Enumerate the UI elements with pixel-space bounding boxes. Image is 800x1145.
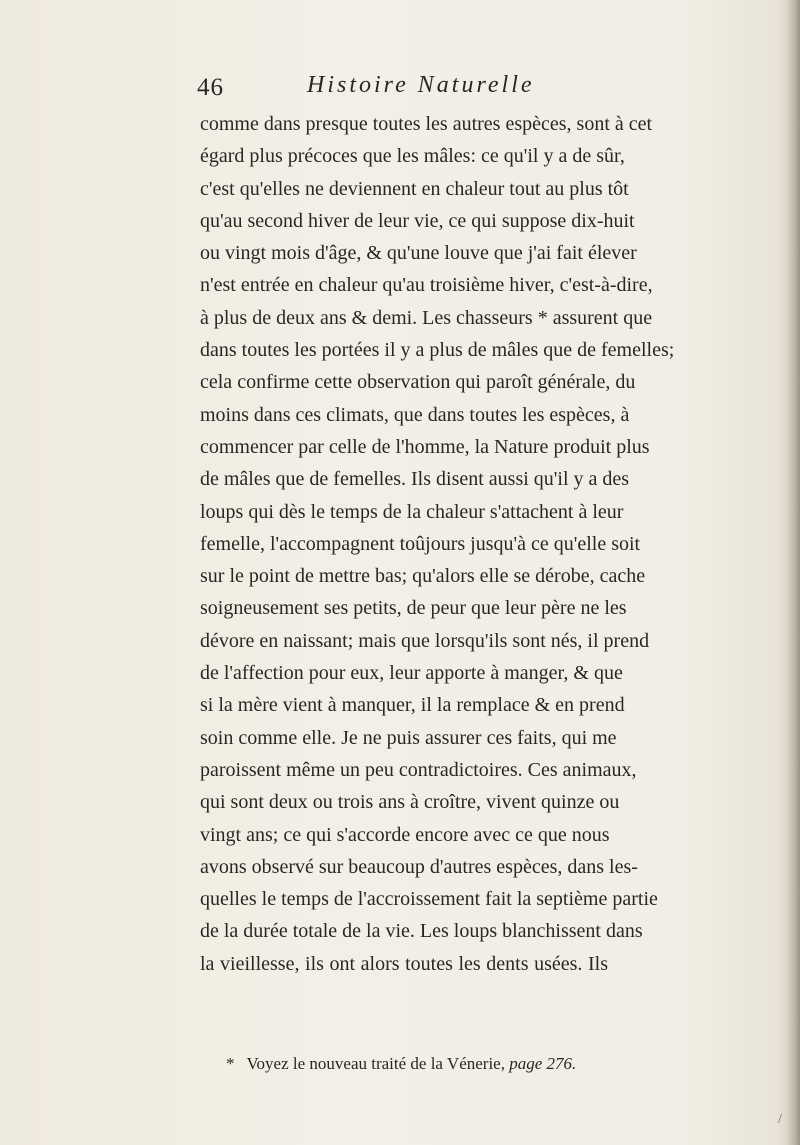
text-line: la vieillesse, ils ont alors toutes les dents usées. Ils [200, 952, 608, 975]
text-line: sur le point de mettre bas; qu'alors elle se dérobe, cache [200, 565, 646, 588]
text-line: de mâles que de femelles. Ils disent aussi qu'il y a des [200, 468, 630, 491]
text-line: moins dans ces climats, que dans toutes les espèces, à [200, 403, 630, 426]
text-line: comme dans presque toutes les autres espèces, sont à cet [200, 113, 653, 135]
text-line: commencer par celle de l'homme, la Nature produit plus [200, 435, 650, 458]
text-line: quelles le temps de l'accroissement fait la septième partie [200, 888, 658, 911]
text-line: cela confirme cette observation qui paroît générale, du [200, 371, 636, 394]
body-text [200, 108, 675, 980]
running-title: Histoire Naturelle [307, 72, 535, 98]
text-line: si la mère vient à manquer, il la remplace & en prend [200, 694, 625, 717]
text-line: avons observé sur beaucoup d'autres espèces, dans les- [200, 855, 638, 878]
text-line: femelle, l'accompagnent toûjours jusqu'à ce qu'elle soit [200, 532, 641, 555]
text-line: de l'affection pour eux, leur apporte à manger, & que [200, 662, 623, 685]
footnote-marker: * [226, 1054, 235, 1073]
text-line: c'est qu'elles ne deviennent en chaleur tout au plus tôt [200, 177, 629, 200]
text-line: loups qui dès le temps de la chaleur s'attachent à leur [200, 500, 624, 523]
text-line: qu'au second hiver de leur vie, ce qui suppose dix-huit [200, 209, 635, 232]
page-edge-shadow [786, 0, 800, 1145]
margin-mark: / [778, 1112, 782, 1127]
text-line: égard plus précoces que les mâles: ce qu'il y a de sûr, [200, 145, 625, 168]
text-line: soigneusement ses petits, de peur que leur père ne les [200, 597, 627, 620]
text-line: dans toutes les portées il y a plus de mâles que de femelles; [200, 339, 675, 362]
text-line: soin comme elle. Je ne puis assurer ces faits, qui me [200, 726, 617, 749]
text-line: de la durée totale de la vie. Les loups blanchissent dans [200, 920, 643, 943]
text-line: ou vingt mois d'âge, & qu'une louve que j'ai fait élever [200, 242, 637, 265]
text-line: vingt ans; ce qui s'accorde encore avec ce que nous [200, 823, 610, 846]
text-line: n'est entrée en chaleur qu'au troisième hiver, c'est-à-dire, [200, 274, 653, 297]
text-line: dévore en naissant; mais que lorsqu'ils sont nés, il prend [200, 629, 650, 652]
footnote-reference: page 276. [509, 1054, 577, 1073]
footnote-text: Voyez le nouveau traité de la Vénerie, [246, 1054, 505, 1073]
footnote [226, 1054, 626, 1074]
text-line: à plus de deux ans & demi. Les chasseurs * assurent que [200, 306, 653, 329]
text-line: qui sont deux ou trois ans à croître, vivent quinze ou [200, 791, 620, 814]
page-number: 46 [197, 74, 224, 101]
page-header [197, 70, 617, 110]
text-line: paroissent même un peu contradictoires. Ces animaux, [200, 758, 637, 781]
